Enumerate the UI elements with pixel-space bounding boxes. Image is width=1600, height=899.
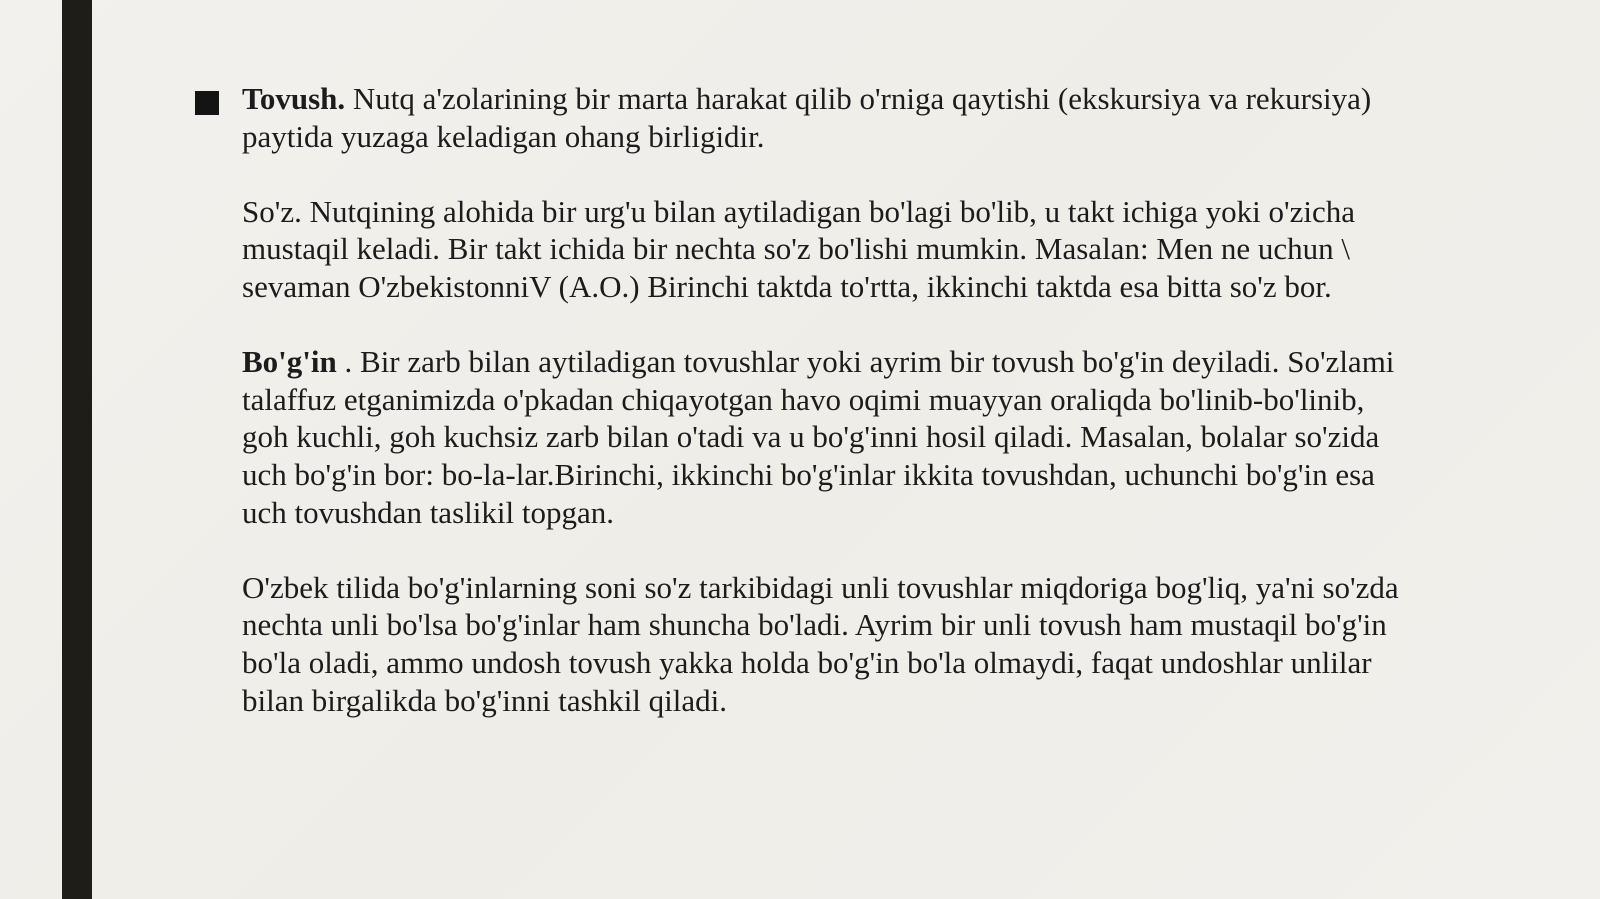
definition-bogin-count: O'zbek tilida bo'g'inlarning soni so'z tarkibidagi unli tovushlar miqdoriga bog'liq, ya'ni so'zda nechta unli bo'lsa bo'g'inlar ham shuncha bo'ladi. Ayrim bir unli tovush ham mustaqil bo'g'in bo'la oladi, ammo undosh tovush yakka holda bo'g'in bo'la olmaydi, faqat undoshlar unlilar bilan birgalikda bo'g'inni tashkil qiladi.: [242, 569, 1399, 718]
paragraph-bogin-count: [242, 569, 1412, 719]
square-bullet-icon: [195, 91, 219, 115]
left-accent-bar: [62, 0, 92, 899]
term-bogin: Bo'g'in: [242, 344, 337, 380]
definition-bogin: . Bir zarb bilan aytiladigan tovushlar yoki ayrim bir tovush bo'g'in deyiladi. So'zlami talaffuz etganimizda o'pkadan chiqayotgan havo oqimi muayyan oraliqda bo'linib-bo'linib, goh kuchli, goh kuchsiz zarb bilan o'tadi va u bo'g'inni hosil qiladi. Masalan, bolalar so'zida uch bo'g'in bor: bo-la-lar.Birinchi, ikkinchi bo'g'inlar ikkita tovushdan, uchunchi bo'g'in esa uch tovushdan taslikil topgan.: [242, 344, 1395, 530]
paragraph-soz: [242, 193, 1412, 306]
definition-soz: So'z. Nutqining alohida bir urg'u bilan aytiladigan bo'lagi bo'lib, u takt ichiga yoki o'zicha mustaqil keladi. Bir takt ichida bir nechta so'z bo'lishi mumkin. Masalan: Men ne uchun \ sevaman O'zbekistonniV (A.O.) Birinchi taktda to'rtta, ikkinchi taktda esa bitta so'z bor.: [242, 193, 1356, 304]
slide-body: [242, 80, 1412, 757]
term-tovush: Tovush.: [242, 81, 346, 116]
paragraph-tovush: [242, 80, 1412, 155]
definition-tovush: Nutq a'zolarining bir marta harakat qilib o'rniga qaytishi (ekskursiya va rekursiya) paytida yuzaga keladigan ohang birligidir.: [242, 81, 1372, 154]
paragraph-bogin: [242, 343, 1412, 531]
